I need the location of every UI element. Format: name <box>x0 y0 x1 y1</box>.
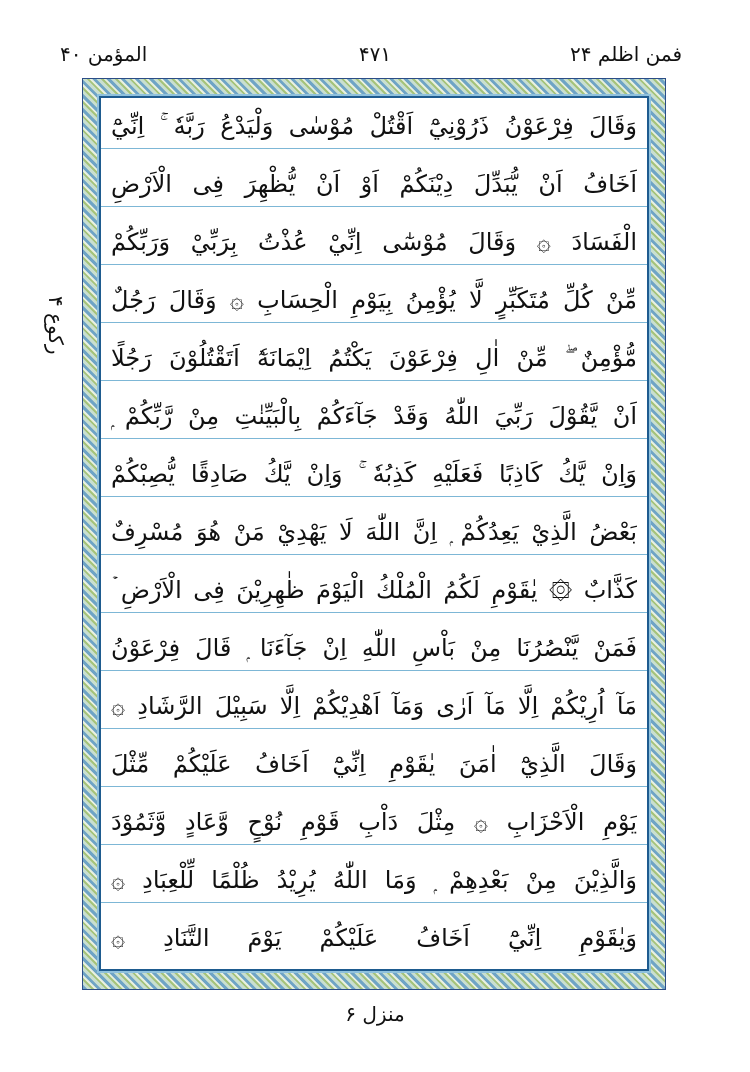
text-line: وَاِنْ يَّكُ كَاذِبًا فَعَلَيْهِ كَذِبُهٗ ۚ وَاِنْ يَّكُ صَادِقًا يُّصِبْكُمْ <box>111 460 637 488</box>
text-line: اَخَافُ اَنْ يُّبَدِّلَ دِيْنَكُمْ اَوْ اَنْ يُّظْهِرَ فِى الْاَرْضِ <box>111 170 637 198</box>
ornamental-border <box>82 78 666 990</box>
text-line: مُّؤْمِنٌ ۖ مِّنْ اٰلِ فِرْعَوْنَ يَكْتُمُ اِيْمَانَهٗٓ اَتَقْتُلُوْنَ رَجُلًا <box>111 344 637 372</box>
text-panel <box>99 96 649 971</box>
text-line: كَذَّابٌ ۞ يٰقَوْمِ لَكُمُ الْمُلْكُ الْيَوْمَ ظٰهِرِيْنَ فِى الْاَرْضِ ۡ <box>111 576 637 604</box>
text-line: يَوْمِ الْاَحْزَابِ ۞ مِثْلَ دَاْبِ قَوْمِ نُوْحٍ وَّعَادٍ وَّثَمُوْدَ <box>111 808 637 836</box>
text-line: الْفَسَادَ ۞ وَقَالَ مُوْسٰٓى اِنِّيْ عُذْتُ بِرَبِّيْ وَرَبِّكُمْ <box>111 228 637 256</box>
text-line: بَعْضُ الَّذِيْ يَعِدُكُمْ ۭ اِنَّ اللّٰهَ لَا يَهْدِيْ مَنْ هُوَ مُسْرِفٌ <box>111 518 637 546</box>
header-surah-label: المؤمن ۴۰ <box>60 42 148 66</box>
text-line: وَيٰقَوْمِ اِنِّيْٓ اَخَافُ عَلَيْكُمْ يَوْمَ التَّنَادِ ۞ <box>111 924 637 952</box>
manzil-label: منزل ۶ <box>345 1002 405 1026</box>
ruku-marker: رکوع ۴ <box>44 296 68 355</box>
text-line: وَقَالَ الَّذِيْٓ اٰمَنَ يٰقَوْمِ اِنِّيْٓ اَخَافُ عَلَيْكُمْ مِّثْلَ <box>111 750 637 778</box>
text-line: فَمَنْ يَّنْصُرُنَا مِنْ بَاْسِ اللّٰهِ اِنْ جَآءَنَا ۭ قَالَ فِرْعَوْنُ <box>111 634 637 662</box>
page-number: ۴۷۱ <box>358 42 392 66</box>
text-line: مَآ اُرِيْكُمْ اِلَّا مَآ اَرٰى وَمَآ اَهْدِيْكُمْ اِلَّا سَبِيْلَ الرَّشَادِ ۞ <box>111 692 637 720</box>
text-line: وَالَّذِيْنَ مِنْ بَعْدِهِمْ ۭ وَمَا اللّٰهُ يُرِيْدُ ظُلْمًا لِّلْعِبَادِ ۞ <box>111 866 637 894</box>
text-line: اَنْ يَّقُوْلَ رَبِّيَ اللّٰهُ وَقَدْ جَآءَكُمْ بِالْبَيِّنٰتِ مِنْ رَّبِّكُمْ ۭ <box>111 402 637 430</box>
text-line: وَقَالَ فِرْعَوْنُ ذَرُوْنِيْٓ اَقْتُلْ مُوْسٰى وَلْيَدْعُ رَبَّهٗ ۚ اِنِّيْٓ <box>111 112 637 140</box>
header-juz-label: فمن اظلم ۲۴ <box>570 42 682 66</box>
text-line: مِّنْ كُلِّ مُتَكَبِّرٍ لَّا يُؤْمِنُ بِيَوْمِ الْحِسَابِ ۞ وَقَالَ رَجُلٌ <box>111 286 637 314</box>
